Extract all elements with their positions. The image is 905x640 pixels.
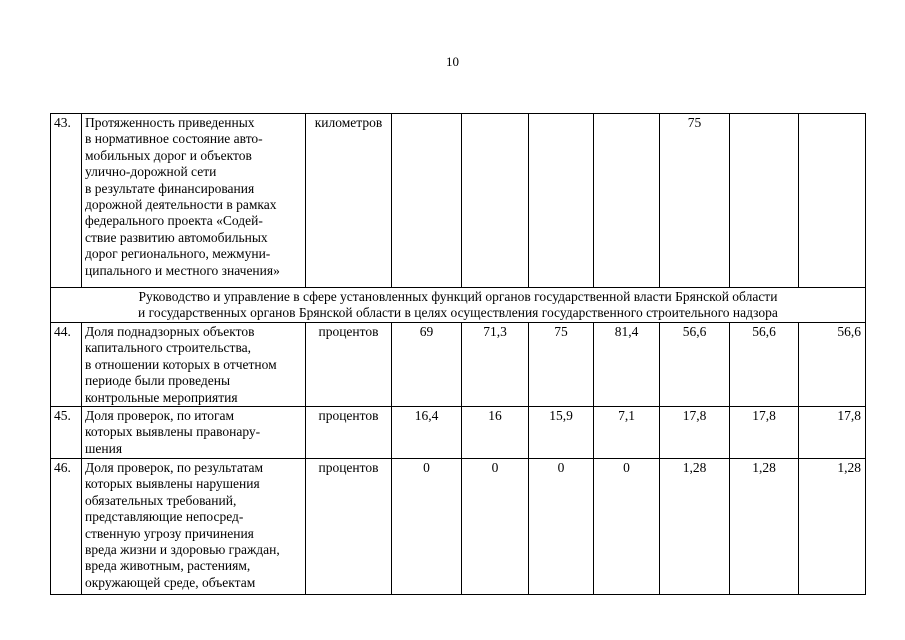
unit-cell: процентов (306, 459, 392, 595)
section-heading: Руководство и управление в сфере установленных функций органов государственной власти Брянской области и государственных органов Брянской области в целях осуществления государственного строительного надзора (51, 288, 866, 323)
value-cell: 56,6 (730, 323, 799, 407)
indicators-table (50, 113, 866, 595)
unit-cell: километров (306, 114, 392, 288)
value-cell: 0 (529, 459, 594, 595)
value-cell: 56,6 (660, 323, 730, 407)
unit-cell: процентов (306, 323, 392, 407)
indicator-name: Протяженность приведенных в нормативное состояние авто- мобильных дорог и объектов улично-дорожной сети в результате финансирования дорожной деятельности в рамках федерального проекта «Содей- ствие развитию автомобильных дорог регионального, межмуни- ципального и местного значения» (82, 114, 306, 288)
page-number: 10 (446, 54, 459, 69)
value-cell: 0 (462, 459, 529, 595)
value-cell (730, 114, 799, 288)
value-cell (594, 114, 660, 288)
section-row (51, 288, 866, 323)
indicator-name: Доля проверок, по итогам которых выявлены правонару- шения (82, 407, 306, 459)
value-cell: 69 (392, 323, 462, 407)
value-cell: 1,28 (799, 459, 866, 595)
row-number: 46. (51, 459, 82, 595)
value-cell: 17,8 (660, 407, 730, 459)
indicator-name: Доля поднадзорных объектов капитального строительства, в отношении которых в отчетном периоде были проведены контрольные мероприятия (82, 323, 306, 407)
table-row (51, 114, 866, 288)
value-cell: 75 (529, 323, 594, 407)
table-row (51, 459, 866, 595)
value-cell (799, 114, 866, 288)
value-cell: 75 (660, 114, 730, 288)
table-row (51, 323, 866, 407)
indicator-name: Доля проверок, по результатам которых выявлены нарушения обязательных требований, представляющие непосред- ственную угрозу причинения вреда жизни и здоровью граждан, вреда животным, растениям, окружающей среде, объектам (82, 459, 306, 595)
value-cell: 0 (594, 459, 660, 595)
value-cell: 56,6 (799, 323, 866, 407)
value-cell: 7,1 (594, 407, 660, 459)
value-cell (462, 114, 529, 288)
row-number: 45. (51, 407, 82, 459)
row-number: 44. (51, 323, 82, 407)
value-cell: 1,28 (730, 459, 799, 595)
unit-cell: процентов (306, 407, 392, 459)
value-cell: 16 (462, 407, 529, 459)
value-cell: 1,28 (660, 459, 730, 595)
value-cell: 17,8 (730, 407, 799, 459)
value-cell: 0 (392, 459, 462, 595)
value-cell: 17,8 (799, 407, 866, 459)
value-cell: 71,3 (462, 323, 529, 407)
value-cell: 15,9 (529, 407, 594, 459)
row-number: 43. (51, 114, 82, 288)
value-cell (529, 114, 594, 288)
table-row (51, 407, 866, 459)
value-cell: 16,4 (392, 407, 462, 459)
value-cell (392, 114, 462, 288)
value-cell: 81,4 (594, 323, 660, 407)
